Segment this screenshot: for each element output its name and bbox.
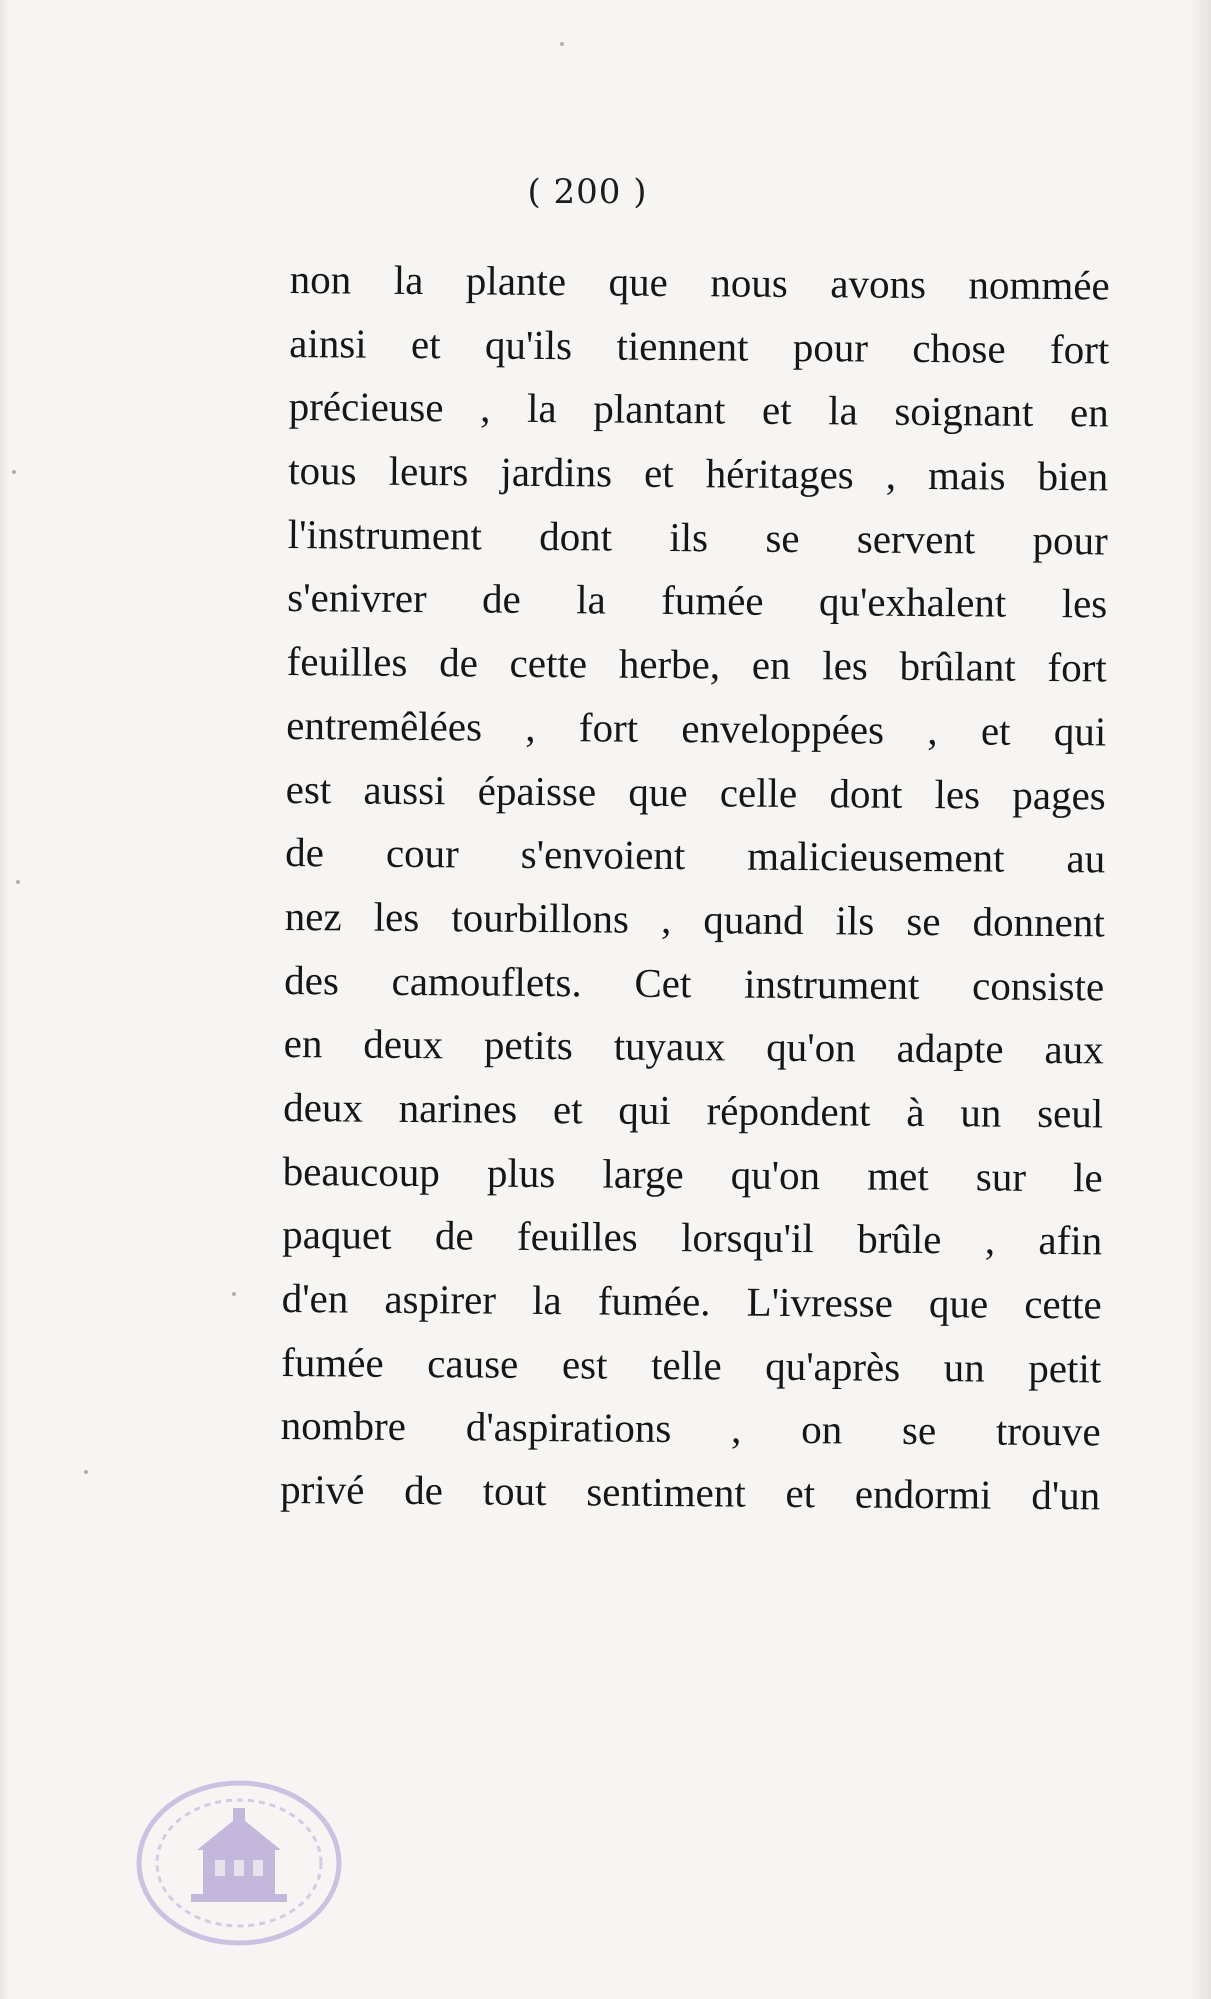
page-right-edge bbox=[1189, 0, 1211, 1999]
text-line: des camouflets. Cet instrument consiste bbox=[284, 956, 1105, 1009]
text-line: tous leurs jardins et héritages , mais bien bbox=[288, 447, 1109, 500]
text-line: en deux petits tuyaux qu'on adapte aux bbox=[283, 1020, 1104, 1073]
text-line: l'instrument dont ils se servent pour bbox=[287, 510, 1108, 564]
text-line: paquet de feuilles lorsqu'il brûle , afin bbox=[282, 1211, 1103, 1264]
text-line: entremêlées , fort enveloppées , et qui bbox=[286, 701, 1107, 755]
paper-speck bbox=[560, 42, 564, 46]
text-line: non la plante que nous avons nommée bbox=[289, 255, 1110, 309]
text-line: d'en aspirer la fumée. L'ivresse que cette bbox=[281, 1274, 1102, 1328]
body-text bbox=[280, 248, 1110, 1528]
text-line: ainsi et qu'ils tiennent pour chose fort bbox=[289, 319, 1110, 373]
paper-speck bbox=[84, 1470, 88, 1474]
library-stamp-icon bbox=[133, 1778, 345, 1948]
text-line: s'enivrer de la fumée qu'exhalent les bbox=[287, 574, 1108, 627]
page-number: ( 200 ) bbox=[527, 172, 648, 212]
text-line: privé de tout sentiment et endormi d'un bbox=[280, 1466, 1101, 1519]
paper-speck bbox=[16, 880, 20, 884]
text-line: deux narines et qui répondent à un seul bbox=[283, 1083, 1104, 1137]
paper-speck bbox=[12, 470, 16, 474]
text-line: précieuse , la plantant et la soignant en bbox=[288, 383, 1109, 436]
page-left-edge bbox=[0, 0, 10, 1999]
text-line: fumée cause est telle qu'après un petit bbox=[281, 1338, 1102, 1392]
text-line: est aussi épaisse que celle dont les pages bbox=[285, 765, 1106, 818]
text-line: feuilles de cette herbe, en les brûlant fort bbox=[286, 638, 1107, 691]
text-line: beaucoup plus large qu'on met sur le bbox=[282, 1147, 1103, 1201]
paper-speck bbox=[232, 1292, 236, 1296]
text-line: nez les tourbillons , quand ils se donnent bbox=[284, 892, 1105, 946]
text-line: nombre d'aspirations , on se trouve bbox=[280, 1402, 1101, 1455]
text-line: de cour s'envoient malicieusement au bbox=[285, 829, 1106, 882]
